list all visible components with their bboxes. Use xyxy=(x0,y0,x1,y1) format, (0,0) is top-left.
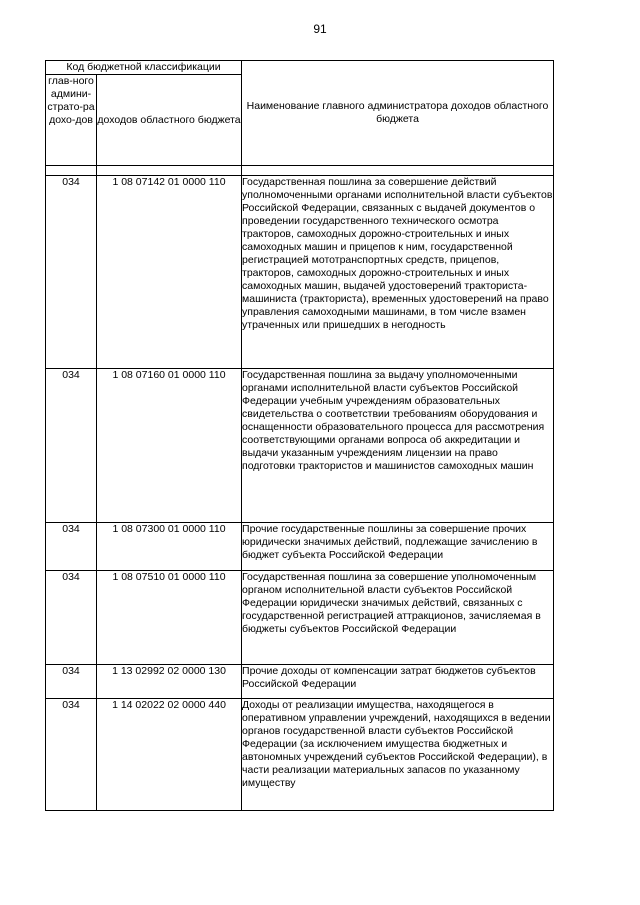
income-name-cell: Прочие государственные пошлины за совершение прочих юридически значимых действий, подлежащие зачислению в бюджет субъекта Российской Федерации xyxy=(242,523,554,571)
table-row xyxy=(46,699,554,811)
income-code-cell: 1 08 07510 01 0000 110 xyxy=(97,571,242,665)
income-code-cell: 1 08 07160 01 0000 110 xyxy=(97,369,242,523)
table-row xyxy=(46,523,554,571)
admin-code-cell: 034 xyxy=(46,176,97,369)
income-name-cell: Прочие доходы от компенсации затрат бюджетов субъектов Российской Федерации xyxy=(242,665,554,699)
table-row xyxy=(46,369,554,523)
income-code-cell: 1 13 02992 02 0000 130 xyxy=(97,665,242,699)
header-administrator-name: Наименование главного администратора доходов областного бюджета xyxy=(242,61,554,166)
admin-code-cell: 034 xyxy=(46,369,97,523)
income-name-cell: Государственная пошлина за совершение уполномоченным органом исполнительной власти субъектов Российской Федерации юридически значимых действий, связанных с государственной регистрацией аттракционов, зачисляемая в бюджеты субъектов Российской Федерации xyxy=(242,571,554,665)
header-regional-budget-income: доходов областного бюджета xyxy=(97,75,242,166)
admin-code-cell: 034 xyxy=(46,665,97,699)
income-code-cell: 1 08 07142 01 0000 110 xyxy=(97,176,242,369)
table-row xyxy=(46,571,554,665)
header-budget-classification-code: Код бюджетной классификации xyxy=(46,61,242,75)
income-name-cell: Государственная пошлина за совершение действий уполномоченными органами исполнительной власти субъектов Российской Федерации, связанных с выдачей документов о проведении государственного технического осмотра тракторов, самоходных дорожно-строительных и иных самоходных машин и прицепов к ним, государственной регистрацией мототранспортных средств, прицепов, тракторов, самоходных дорожно-строительных и иных самоходных машин, выдачей удостоверений тракториста-машиниста (тракториста), временных удостоверений на право управления самоходными машинами, в том числе взамен утраченных или пришедших в негодность xyxy=(242,176,554,369)
table-row xyxy=(46,176,554,369)
income-code-cell: 1 08 07300 01 0000 110 xyxy=(97,523,242,571)
page-number: 91 xyxy=(313,22,327,36)
income-name-cell: Государственная пошлина за выдачу уполномоченными органами исполнительной власти субъектов Российской Федерации учебным учреждениям образовательных свидетельства о соответствии требованиям оборудования и оснащенности образовательного процесса для рассмотрения соответствующими органами вопроса об аккредитации и выдачи указанным учреждениям лицензии на право подготовки трактористов и машинистов самоходных машин xyxy=(242,369,554,523)
admin-code-cell: 034 xyxy=(46,571,97,665)
table-row xyxy=(46,665,554,699)
budget-classification-table xyxy=(45,60,554,811)
income-name-cell: Доходы от реализации имущества, находящегося в оперативном управлении учреждений, находящихся в ведении органов государственной власти субъектов Российской Федерации (за исключением имущества бюджетных и автономных учреждений субъектов Российской Федерации), в части реализации материальных запасов по указанному имуществу xyxy=(242,699,554,811)
header-spacer-row xyxy=(46,166,554,176)
income-code-cell: 1 14 02022 02 0000 440 xyxy=(97,699,242,811)
admin-code-cell: 034 xyxy=(46,699,97,811)
header-row-1 xyxy=(46,61,554,75)
header-main-administrator: глав-ного админи-страто-ра дохо-дов xyxy=(46,75,97,166)
admin-code-cell: 034 xyxy=(46,523,97,571)
